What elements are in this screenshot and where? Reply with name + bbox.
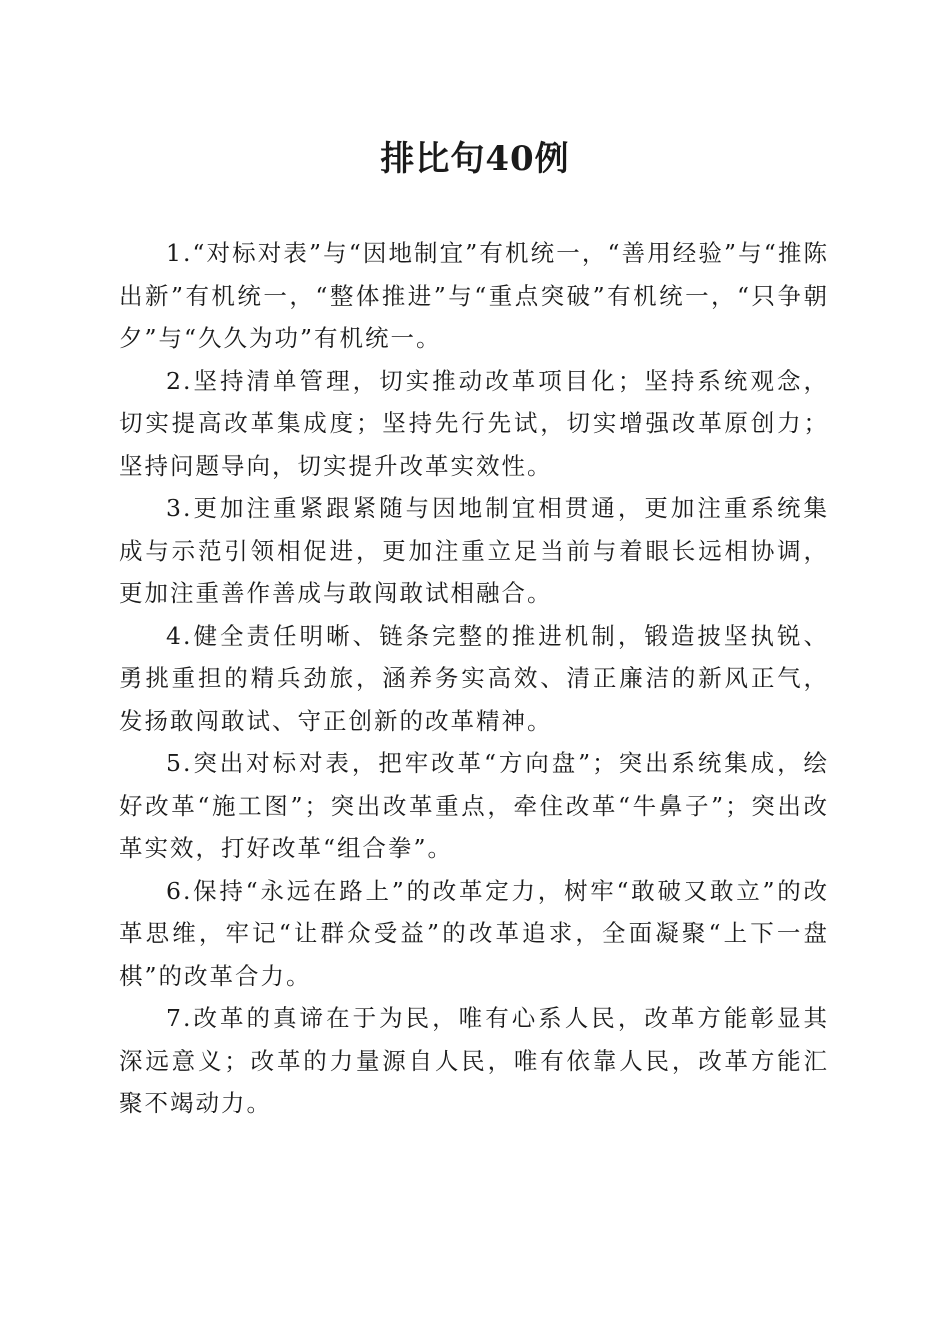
document-body [119,232,829,1125]
document-title: 排比句40例 [380,139,570,179]
paragraph-3: 3.更加注重紧跟紧随与因地制宜相贯通，更加注重系统集成与示范引领相促进，更加注重立足当前与着眼长远相协调，更加注重善作善成与敢闯敢试相融合。 [119,494,829,607]
paragraph-7: 7.改革的真谛在于为民，唯有心系人民，改革方能彰显其深远意义；改革的力量源自人民，唯有依靠人民，改革方能汇聚不竭动力。 [119,1004,829,1117]
paragraph-4: 4.健全责任明晰、链条完整的推进机制，锻造披坚执锐、勇挑重担的精兵劲旅，涵养务实高效、清正廉洁的新风正气，发扬敢闯敢试、守正创新的改革精神。 [119,621,829,735]
paragraph-5: 5.突出对标对表，把牢改革“方向盘”；突出系统集成，绘好改革“施工图”；突出改革重点，牵住改革“牛鼻子”；突出改革实效，打好改革“组合拳”。 [119,749,829,862]
paragraph-6: 6.保持“永远在路上”的改革定力，树牢“敢破又敢立”的改革思维，牢记“让群众受益”的改革追求，全面凝聚“上下一盘棋”的改革合力。 [119,876,829,990]
paragraph-1: 1.“对标对表”与“因地制宜”有机统一，“善用经验”与“推陈出新”有机统一，“整体推进”与“重点突破”有机统一，“只争朝夕”与“久久为功”有机统一。 [119,239,829,352]
paragraph-2: 2.坚持清单管理，切实推动改革项目化；坚持系统观念，切实提高改革集成度；坚持先行先试，切实增强改革原创力；坚持问题导向，切实提升改革实效性。 [119,366,829,480]
